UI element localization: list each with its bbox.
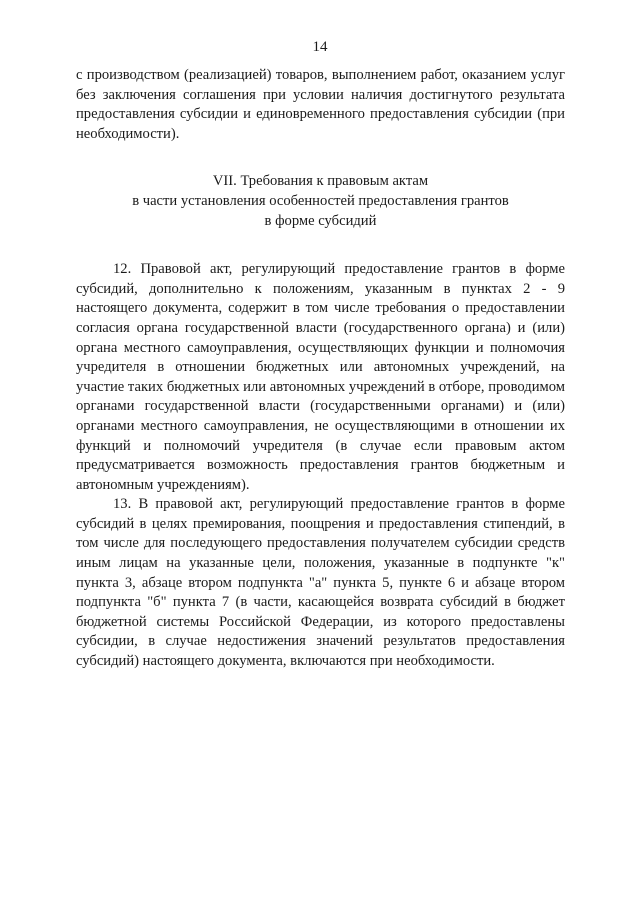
- page-number: 14: [312, 39, 328, 55]
- section-heading: [76, 172, 565, 231]
- paragraph-12: 12. Правовой акт, регулирующий предоставление грантов в форме субсидий, дополнительно к положениям, указанным в пунктах 2 - 9 настоящего документа, содержит в том числе требования о предоставлении согласия органа государственной власти (государственного органа) и (или) органа местного самоуправления, осуществляющих функции и полномочия учредителя в отношении бюджетных или автономных учреждений, на участие таких бюджетных или автономных учреждений в отборе, проводимом органами государственной власти (государственными органами) и (или) органами местного самоуправления, не осуществляющими в отношении их функций и полномочий учредителя (в случае если правовым актом предусматривается возможность предоставления грантов бюджетным и автономным учреждениям).: [76, 261, 565, 493]
- section-heading-line: в форме субсидий: [264, 212, 377, 229]
- document-body: [76, 66, 565, 672]
- section-heading-line: VII. Требования к правовым актам: [212, 173, 429, 190]
- paragraph-13: 13. В правовой акт, регулирующий предоставление грантов в форме субсидий в целях премирования, поощрения и предоставления стипендий, в том числе для последующего предоставления получателем субсидии средств иным лицам на указанные цели, положения, указанные в подпункте "к" пункта 3, абзаце втором подпункта "а" пункта 5, пункте 6 и абзаце втором подпункта "б" пункта 7 (в части, касающейся возврата субсидий в бюджет бюджетной системы Российской Федерации, из которого предоставлены субсидии, в случае недостижения значений результатов предоставления субсидий) настоящего документа, включаются при необходимости.: [76, 496, 565, 670]
- section-heading-line: в части установления особенностей предоставления грантов: [132, 192, 509, 209]
- intro-paragraph: с производством (реализацией) товаров, выполнением работ, оказанием услуг без заключения соглашения при условии наличия достигнутого результата предоставления субсидии и единовременного предоставления субсидии (при необходимости).: [76, 67, 565, 142]
